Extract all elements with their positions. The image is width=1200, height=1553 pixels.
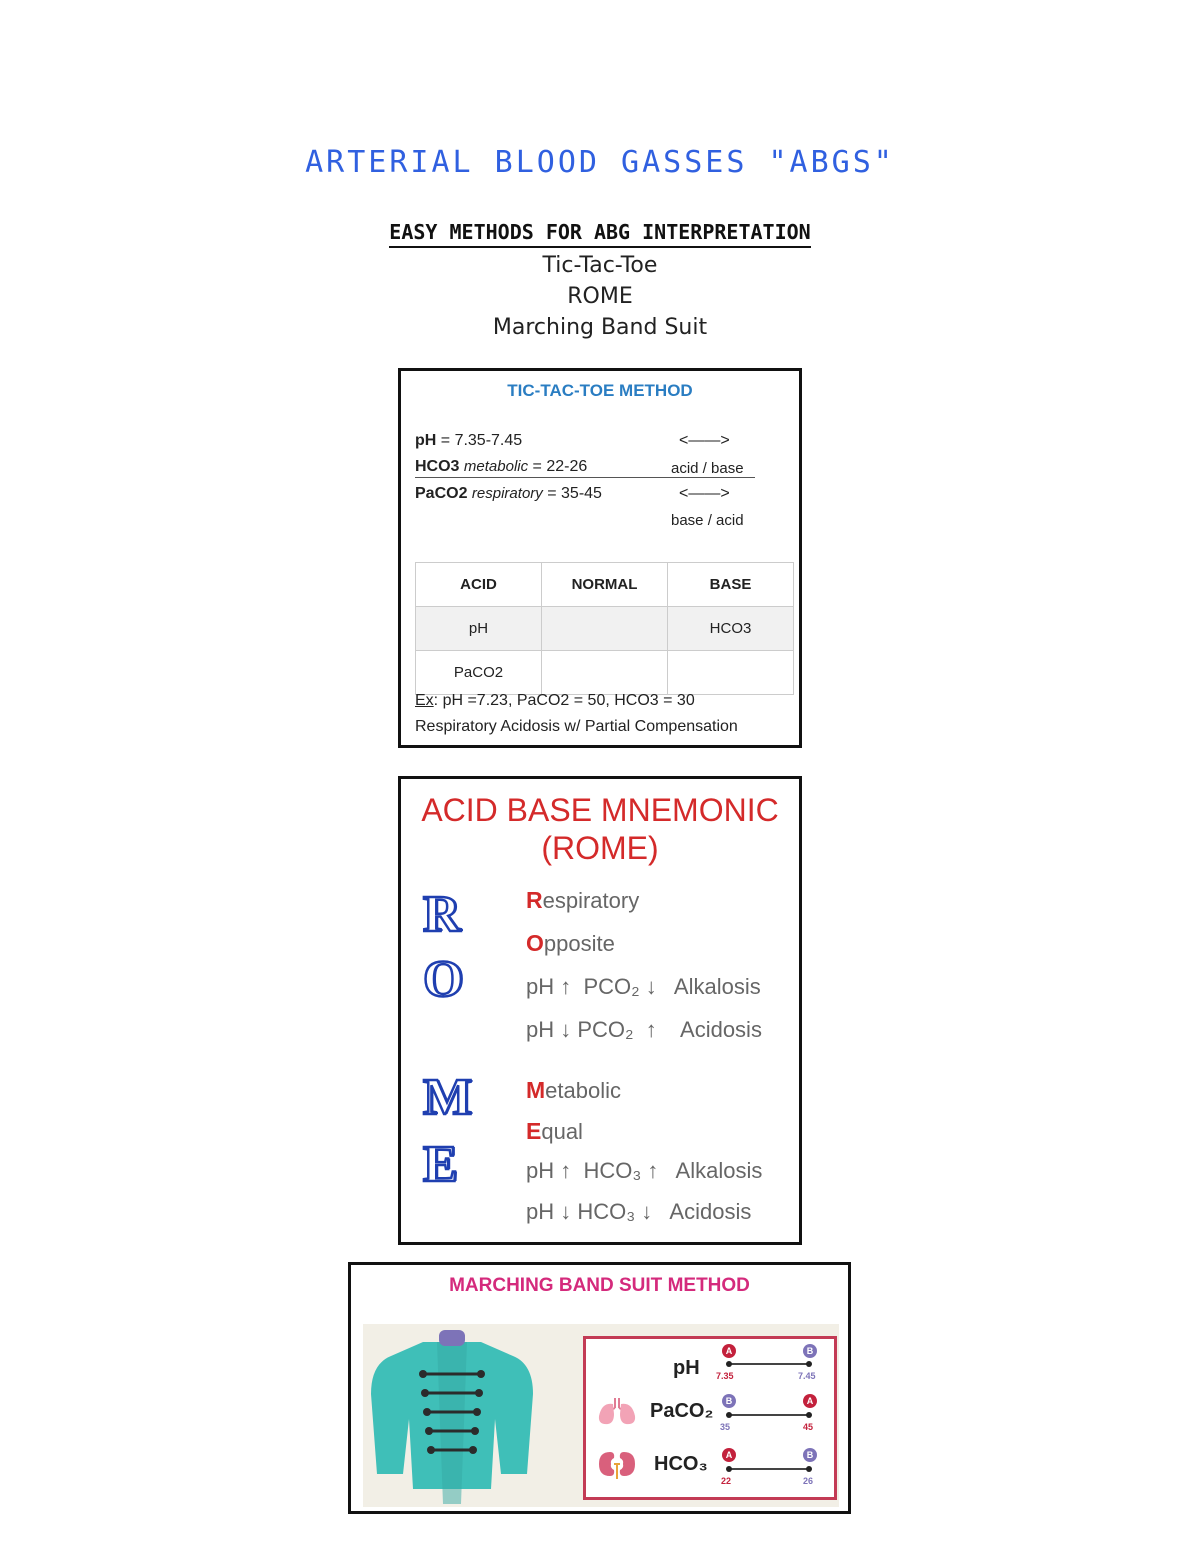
word-rest: espiratory — [542, 888, 640, 913]
method-item: Marching Band Suit — [492, 315, 708, 340]
scale-label-hco3: HCO₃ — [654, 1453, 708, 1475]
tic-tac-toe-card — [398, 368, 802, 748]
rome-word-equal — [526, 1118, 583, 1145]
rome-title — [401, 791, 799, 867]
grid-row — [416, 607, 794, 651]
scale-dot — [806, 1412, 812, 1418]
marching-band-illustration — [363, 1324, 839, 1507]
rome-letter-o: O — [423, 951, 464, 1008]
scale-value: 26 — [803, 1476, 814, 1486]
word-initial: R — [526, 887, 543, 913]
badge-a-icon: A — [722, 1344, 736, 1358]
abg-scale-chart — [583, 1336, 837, 1500]
scale-value: 35 — [720, 1422, 731, 1432]
method-item: ROME — [567, 284, 633, 309]
paco2-note: base / acid — [671, 512, 744, 529]
scale-label-ph: pH — [673, 1357, 700, 1379]
scale-dot — [726, 1361, 732, 1367]
rome-title-line2: (ROME) — [541, 830, 659, 866]
marching-band-title: MARCHING BAND SUIT METHOD — [449, 1275, 750, 1296]
hco3-label: HCO3 — [415, 458, 460, 475]
word-rest: qual — [541, 1119, 583, 1144]
rome-rule: pH ↑ HCO₃ ↑ Alkalosis — [526, 1158, 763, 1183]
hco3-range: = 22-26 — [528, 458, 588, 475]
method-item: Tic-Tac-Toe — [542, 253, 658, 278]
marching-band-card — [348, 1262, 851, 1514]
badge-b-icon: B — [803, 1448, 817, 1462]
ph-range: = 7.35-7.45 — [436, 432, 523, 449]
example-result: Respiratory Acidosis w/ Partial Compensation — [415, 718, 738, 735]
badge-b-icon: B — [803, 1344, 817, 1358]
page-title: ARTERIAL BLOOD GASSES "ABGS" — [305, 145, 895, 180]
paco2-arrow: <——> — [679, 485, 730, 502]
band-suit-icon — [363, 1324, 543, 1507]
tic-tac-toe-title: TIC-TAC-TOE METHOD — [507, 381, 693, 400]
scale-value: 7.45 — [798, 1371, 816, 1381]
grid-cell — [542, 607, 668, 651]
grid-row — [416, 651, 794, 695]
grid-header-cell: ACID — [416, 563, 542, 607]
word-initial: E — [526, 1118, 542, 1144]
word-initial: O — [526, 930, 544, 956]
paco2-type: respiratory — [471, 485, 543, 502]
rome-title-line1: ACID BASE MNEMONIC — [421, 792, 779, 828]
badge-a-icon: A — [722, 1448, 736, 1462]
rome-word-respiratory — [526, 887, 639, 914]
grid-header-cell: BASE — [668, 563, 794, 607]
example-label: Ex — [415, 692, 434, 709]
ph-range-line — [415, 432, 522, 450]
rome-rule: pH ↑ PCO₂ ↓ Alkalosis — [526, 974, 761, 999]
paco2-scale-line — [728, 1414, 810, 1416]
scale-dot — [806, 1466, 812, 1472]
grid-header-row — [416, 563, 794, 607]
hco3-scale-line — [728, 1468, 810, 1470]
rome-word-opposite — [526, 930, 615, 957]
rome-rule: pH ↓ PCO₂ ↑ Acidosis — [526, 1017, 762, 1042]
example-values: : pH =7.23, PaCO2 = 50, HCO3 = 30 — [433, 692, 695, 709]
hco3-range-line — [415, 458, 587, 476]
example-line — [415, 692, 695, 710]
subtitle-text: EASY METHODS FOR ABG INTERPRETATION — [389, 220, 810, 248]
scale-value: 22 — [721, 1476, 732, 1486]
rome-word-metabolic — [526, 1077, 621, 1104]
word-initial: M — [526, 1077, 546, 1103]
paco2-range: = 35-45 — [542, 485, 602, 502]
badge-b-icon: B — [722, 1394, 736, 1408]
rome-letter-r: R — [423, 886, 461, 943]
scale-label-paco2: PaCO₂ — [650, 1400, 714, 1422]
rome-rule: pH ↓ HCO₃ ↓ Acidosis — [526, 1199, 752, 1224]
tic-tac-toe-grid — [415, 562, 794, 695]
rome-card — [398, 776, 802, 1245]
grid-cell: HCO3 — [668, 607, 794, 651]
lungs-icon — [596, 1396, 638, 1426]
ph-label: pH — [415, 432, 437, 449]
grid-cell — [542, 651, 668, 695]
scale-dot — [726, 1466, 732, 1472]
paco2-range-line — [415, 485, 602, 503]
divider-line — [415, 477, 755, 478]
rome-letter-e: E — [423, 1136, 458, 1193]
grid-cell: PaCO2 — [416, 651, 542, 695]
scale-value: 7.35 — [716, 1371, 734, 1381]
word-rest: etabolic — [545, 1078, 622, 1103]
grid-cell — [668, 651, 794, 695]
badge-a-icon: A — [803, 1394, 817, 1408]
grid-header-cell: NORMAL — [542, 563, 668, 607]
word-rest: pposite — [543, 931, 615, 956]
kidneys-icon — [596, 1449, 638, 1479]
hco3-note: acid / base — [671, 460, 744, 477]
method-list — [0, 250, 1200, 343]
ph-arrow: <——> — [679, 432, 730, 449]
scale-dot — [806, 1361, 812, 1367]
scale-dot — [726, 1412, 732, 1418]
ph-scale-line — [728, 1363, 810, 1365]
rome-letter-m: M — [423, 1069, 473, 1126]
grid-cell: pH — [416, 607, 542, 651]
page-subtitle — [0, 220, 1200, 244]
scale-value: 45 — [803, 1422, 814, 1432]
hco3-type: metabolic — [463, 458, 529, 475]
paco2-label: PaCO2 — [415, 485, 468, 502]
